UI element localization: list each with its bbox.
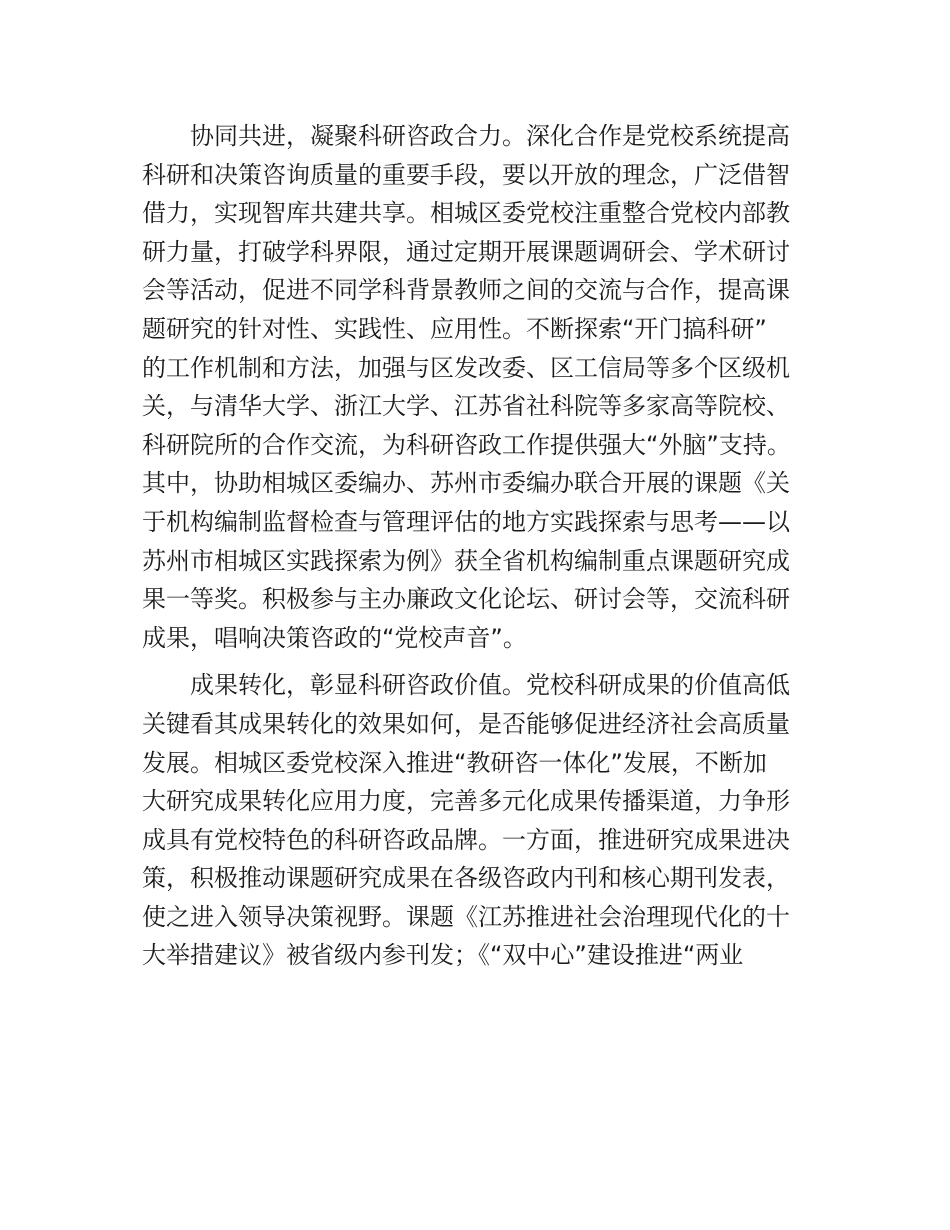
- text-line: 科研和决策咨询质量的重要手段，要以开放的理念，广泛借智: [142, 160, 790, 189]
- text-line: 大举措建议》被省级内参刊发；《“双中心”建设推进“两业: [142, 941, 744, 970]
- paragraph-achievement-transformation: [142, 666, 832, 975]
- text-line: 成果转化，彰显科研咨政价值。党校科研成果的价值高低: [190, 671, 790, 700]
- text-line: 科研院所的合作交流，为科研咨政工作提供强大“外脑”支持。: [142, 430, 791, 459]
- document-body: [142, 117, 832, 975]
- text-line: 题研究的针对性、实践性、应用性。不断探索“开门搞科研”: [142, 314, 767, 343]
- text-line: 会等活动，促进不同学科背景教师之间的交流与合作，提高课: [142, 276, 790, 305]
- text-line: 协同共进，凝聚科研咨政合力。深化合作是党校系统提高: [190, 122, 790, 150]
- text-line: 发展。相城区委党校深入推进“教研咨一体化”发展，不断加: [142, 748, 767, 777]
- text-line: 成具有党校特色的科研咨政品牌。一方面，推进研究成果进决: [142, 825, 790, 854]
- text-line: 苏州市相城区实践探索为例》获全省机构编制重点课题研究成: [142, 546, 790, 575]
- paragraph-collaboration: [142, 117, 832, 657]
- text-line: 策，积极推动课题研究成果在各级咨政内刊和核心期刊发表，: [142, 864, 790, 893]
- text-line: 研力量，打破学科界限，通过定期开展课题调研会、学术研讨: [142, 237, 790, 266]
- text-line: 果一等奖。积极参与主办廉政文化论坛、研讨会等，交流科研: [142, 585, 790, 614]
- text-line: 借力，实现智库共建共享。相城区委党校注重整合党校内部教: [142, 199, 790, 228]
- text-line: 关键看其成果转化的效果如何，是否能够促进经济社会高质量: [142, 709, 790, 738]
- text-line: 于机构编制监督检查与管理评估的地方实践探索与思考——以: [142, 507, 790, 536]
- text-line: 大研究成果转化应用力度，完善多元化成果传播渠道，力争形: [142, 787, 790, 816]
- text-line: 其中，协助相城区委编办、苏州市委编办联合开展的课题《关: [142, 469, 790, 498]
- text-line: 使之进入领导决策视野。课题《江苏推进社会治理现代化的十: [142, 902, 790, 931]
- text-line: 成果，唱响决策咨政的“党校声音”。: [142, 623, 527, 652]
- text-line: 的工作机制和方法，加强与区发改委、区工信局等多个区级机: [142, 353, 790, 382]
- text-line: 关，与清华大学、浙江大学、江苏省社科院等多家高等院校、: [142, 392, 790, 421]
